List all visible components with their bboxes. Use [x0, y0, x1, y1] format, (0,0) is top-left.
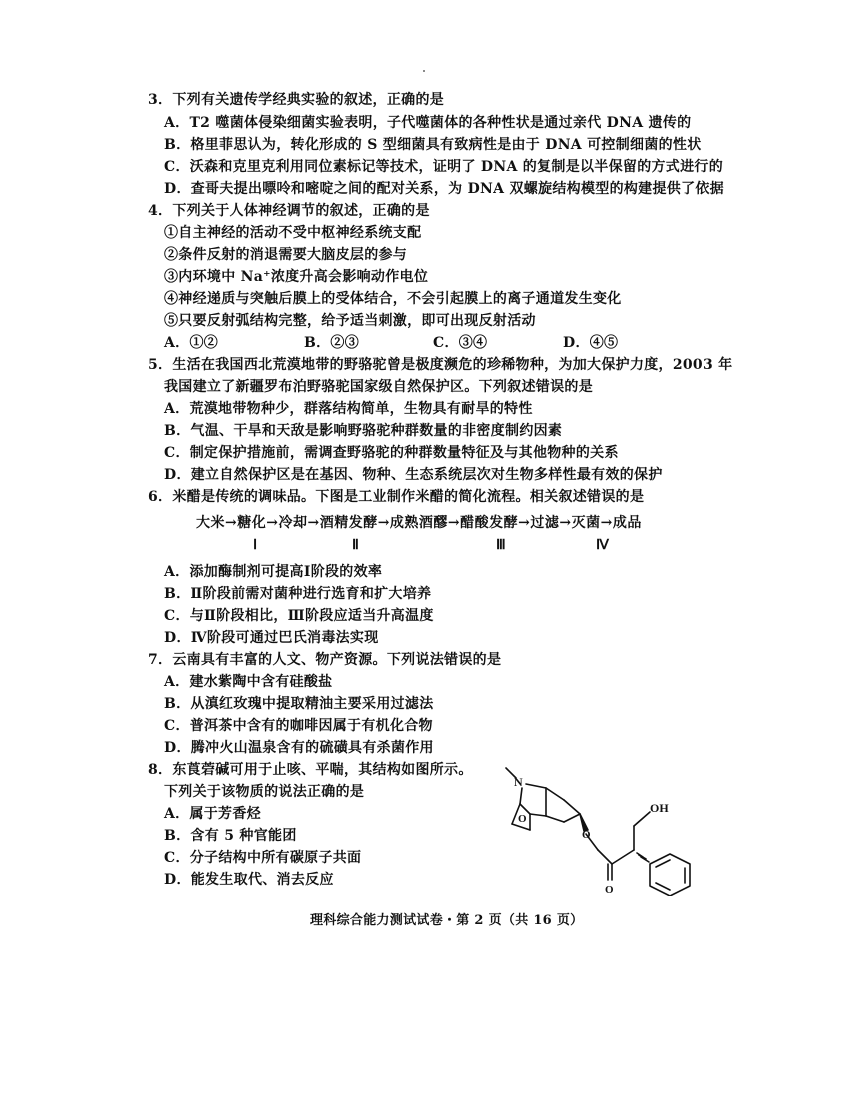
q4-statement-1: ①自主神经的活动不受中枢神经系统支配	[164, 225, 422, 241]
q3-option-b: B．格里菲思认为，转化形成的 S 型细菌具有致病性是由于 DNA 可控制细菌的性状	[164, 137, 702, 153]
q8-option-c: C．分子结构中所有碳原子共面	[164, 850, 362, 866]
q4-stem: 4．下列关于人体神经调节的叙述，正确的是	[148, 203, 430, 219]
scopolamine-structure-diagram	[500, 756, 720, 896]
q7-option-b: B．从滇红玫瑰中提取精油主要采用过滤法	[164, 696, 434, 712]
page-footer: 理科综合能力测试试卷・第 2 页（共 16 页）	[310, 913, 584, 928]
q5-stem-line2: 我国建立了新疆罗布泊野骆驼国家级自然保护区。下列叙述错误的是	[164, 379, 593, 395]
q3-option-c: C．沃森和克里克利用同位素标记等技术，证明了 DNA 的复制是以半保留的方式进行的	[164, 159, 723, 175]
q4-option-a: A．①②	[164, 335, 219, 351]
q6-option-c: C．与Ⅱ阶段相比，Ⅲ阶段应适当升高温度	[164, 608, 434, 624]
q5-option-b: B．气温、干旱和天敌是影响野骆驼种群数量的非密度制约因素	[164, 423, 563, 439]
q3-option-a: A．T2 噬菌体侵染细菌实验表明，子代噬菌体的各种性状是通过亲代 DNA 遗传的	[164, 115, 692, 131]
q6-option-a: A．添加酶制剂可提高Ⅰ阶段的效率	[164, 564, 383, 580]
q8-stem-line2: 下列关于该物质的说法正确的是	[164, 784, 365, 800]
q4-statement-5: ⑤只要反射弧结构完整，给予适当刺激，即可出现反射活动	[164, 313, 536, 329]
q6-option-b: B．Ⅱ阶段前需对菌种进行选育和扩大培养	[164, 586, 432, 602]
scan-speck	[423, 70, 425, 72]
q5-option-c: C．制定保护措施前，需调查野骆驼的种群数量特征及与其他物种的关系	[164, 445, 619, 461]
q8-option-a: A．属于芳香烃	[164, 806, 261, 822]
q7-option-c: C．普洱茶中含有的咖啡因属于有机化合物	[164, 718, 433, 734]
q8-stem-line1: 8．东莨菪碱可用于止咳、平喘，其结构如图所示。	[148, 762, 473, 778]
q5-stem-line1: 5．生活在我国西北荒漠地带的野骆驼曾是极度濒危的珍稀物种，为加大保护力度，2003 年	[148, 357, 733, 373]
q7-stem: 7．云南具有丰富的人文、物产资源。下列说法错误的是	[148, 652, 502, 668]
q4-statement-3: ③内环境中 Na⁺浓度升高会影响动作电位	[164, 269, 429, 285]
q6-option-d: D．Ⅳ阶段可通过巴氏消毒法实现	[164, 630, 379, 646]
q4-option-b: B．②③	[304, 335, 360, 351]
q6-stem: 6．米醋是传统的调味品。下图是工业制作米醋的简化流程。相关叙述错误的是	[148, 489, 645, 505]
nitrogen-atom-label: N	[514, 775, 523, 789]
carbonyl-oxygen-label: O	[605, 884, 614, 896]
q6-process-flow: 大米→糖化→冷却→酒精发酵→成熟酒醪→醋酸发酵→过滤→灭菌→成品	[196, 515, 642, 531]
q6-stage-4: Ⅳ	[596, 538, 609, 553]
q7-option-d: D．腾冲火山温泉含有的硫磺具有杀菌作用	[164, 740, 434, 756]
q4-statement-4: ④神经递质与突触后膜上的受体结合，不会引起膜上的离子通道发生变化	[164, 291, 622, 307]
q8-option-b: B．含有 5 种官能团	[164, 828, 297, 844]
q6-stage-3: Ⅲ	[496, 538, 506, 553]
ester-oxygen-label: O	[582, 829, 591, 841]
q5-option-a: A．荒漠地带物种少，群落结构简单，生物具有耐旱的特性	[164, 401, 533, 417]
epoxide-oxygen-label: O	[518, 813, 527, 825]
q7-option-a: A．建水紫陶中含有硅酸盐	[164, 674, 333, 690]
hydroxyl-label: OH	[650, 801, 669, 815]
q4-option-c: C．③④	[433, 335, 488, 351]
q4-option-d: D．④⑤	[563, 335, 619, 351]
q5-option-d: D．建立自然保护区是在基因、物种、生态系统层次对生物多样性最有效的保护	[164, 467, 663, 483]
q3-option-d: D．查哥夫提出嘌呤和嘧啶之间的配对关系，为 DNA 双螺旋结构模型的构建提供了依据	[164, 181, 724, 197]
q4-statement-2: ②条件反射的消退需要大脑皮层的参与	[164, 247, 408, 263]
q6-stage-1: Ⅰ	[253, 538, 258, 553]
q3-stem: 3．下列有关遗传学经典实验的叙述，正确的是	[148, 92, 445, 108]
q6-stage-2: Ⅱ	[352, 538, 359, 553]
q8-option-d: D．能发生取代、消去反应	[164, 872, 334, 888]
